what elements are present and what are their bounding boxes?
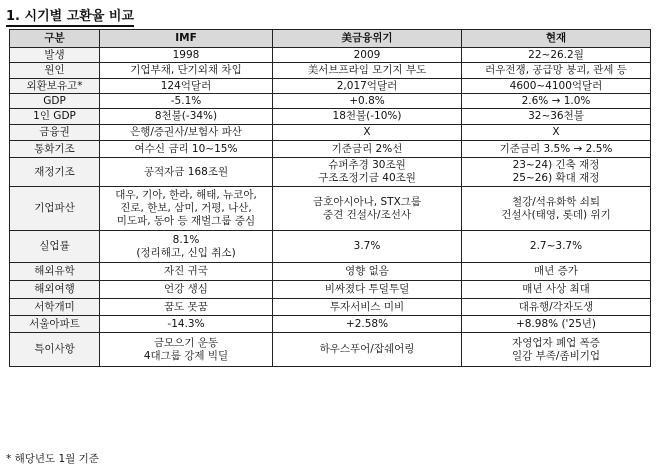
row-label: 재정기조 <box>10 158 100 187</box>
cell-line: 투자서비스 미비 <box>329 300 405 313</box>
table-row <box>10 263 651 281</box>
cell-gfc <box>273 281 462 299</box>
cell-imf <box>100 333 273 367</box>
table-row <box>10 63 651 79</box>
cell-now <box>462 48 651 63</box>
cell-imf <box>100 109 273 125</box>
table-row <box>10 187 651 231</box>
cell-line: 8.1% <box>172 233 200 246</box>
table-row <box>10 231 651 263</box>
cell-imf <box>100 48 273 63</box>
cell-line: 8천불(-34%) <box>154 110 218 122</box>
cell-line: 일감 부족/좀비기업 <box>511 349 601 362</box>
table-row <box>10 48 651 63</box>
cell-line: 언강 생심 <box>164 283 208 295</box>
row-label: 발생 <box>10 48 100 63</box>
cell-line: 18천불(-10%) <box>332 110 402 122</box>
cell-line: 美서브프라임 모기지 부도 <box>307 64 427 76</box>
cell-line: 자진 귀국 <box>164 265 208 277</box>
cell-gfc <box>273 333 462 367</box>
cell-gfc <box>273 79 462 94</box>
cell-imf <box>100 63 273 79</box>
row-label: 금융권 <box>10 125 100 141</box>
table-row <box>10 333 651 367</box>
cell-imf <box>100 125 273 141</box>
cell-line: 2,017억달러 <box>336 79 398 92</box>
cell-line: +8.98% ('25년) <box>515 317 597 330</box>
row-label: 1인 GDP <box>10 109 100 125</box>
cell-imf <box>100 231 273 263</box>
cell-line: 기준금리 3.5% → 2.5% <box>499 142 613 155</box>
cell-line: -14.3% <box>167 317 205 330</box>
cell-now <box>462 263 651 281</box>
cell-line: 2.6% → 1.0% <box>521 94 591 107</box>
cell-now <box>462 141 651 158</box>
cell-now <box>462 316 651 333</box>
row-label: 특이사항 <box>10 333 100 367</box>
cell-line: 1998 <box>172 48 200 61</box>
table-row <box>10 109 651 125</box>
cell-line: +0.8% <box>349 94 385 107</box>
table-row <box>10 158 651 187</box>
row-label: 실업률 <box>10 231 100 263</box>
cell-now <box>462 231 651 263</box>
cell-imf <box>100 299 273 316</box>
cell-imf <box>100 281 273 299</box>
header-category: 구분 <box>10 30 100 48</box>
cell-line: 건설사(태영, 롯데) 위기 <box>501 208 611 221</box>
cell-now <box>462 158 651 187</box>
cell-now <box>462 333 651 367</box>
cell-line: 대우, 기아, 한라, 해태, 뉴코아, <box>115 189 257 201</box>
cell-line: 러우전쟁, 공급망 붕괴, 관세 등 <box>485 64 627 76</box>
cell-line: 124억달러 <box>160 79 212 92</box>
cell-now <box>462 94 651 109</box>
cell-gfc <box>273 94 462 109</box>
cell-line: 32~36천불 <box>528 110 584 122</box>
cell-line: +2.58% <box>345 317 389 330</box>
cell-line: 대유행/각자도생 <box>518 300 594 313</box>
cell-imf <box>100 263 273 281</box>
cell-line: 기업부채, 단기외채 차입 <box>130 64 242 76</box>
cell-line: 영향 없음 <box>345 265 389 277</box>
row-label: 해외유학 <box>10 263 100 281</box>
cell-gfc <box>273 316 462 333</box>
cell-line: 4600~4100억달러 <box>509 79 603 92</box>
cell-gfc <box>273 63 462 79</box>
row-label: 서학개미 <box>10 299 100 316</box>
cell-line: 22~26.2월 <box>528 48 584 61</box>
cell-imf <box>100 187 273 231</box>
row-label: 해외여행 <box>10 281 100 299</box>
header-current: 현재 <box>462 30 651 48</box>
footnote: * 해당년도 1월 기준 <box>6 453 99 465</box>
cell-line: 은행/증권사/보험사 파산 <box>130 126 242 138</box>
cell-line: 중견 건설사/조선사 <box>322 208 412 221</box>
cell-line: 4대그룹 강제 빅딜 <box>143 349 229 362</box>
header-imf: IMF <box>100 30 273 48</box>
cell-line: 미도파, 동아 등 재벌그룹 중심 <box>116 215 256 227</box>
cell-line: 기준금리 2%선 <box>331 142 403 155</box>
cell-imf <box>100 79 273 94</box>
cell-line: 금모으기 운동 <box>153 336 219 349</box>
cell-imf <box>100 94 273 109</box>
cell-imf <box>100 316 273 333</box>
page-title: 1. 시기별 고환율 비교 <box>6 5 134 24</box>
table-row <box>10 125 651 141</box>
cell-line: -5.1% <box>170 94 202 107</box>
cell-line: 꿈도 못꿈 <box>164 300 208 313</box>
cell-line: 2.7~3.7% <box>529 240 583 252</box>
row-label: 원인 <box>10 63 100 79</box>
cell-line: 매년 사상 최대 <box>522 283 590 295</box>
cell-line: X <box>552 126 560 138</box>
cell-gfc <box>273 141 462 158</box>
table-row <box>10 79 651 94</box>
cell-line: 2009 <box>353 48 381 61</box>
row-label: 통화기조 <box>10 141 100 158</box>
cell-gfc <box>273 158 462 187</box>
header-financial-crisis: 美금융위기 <box>273 30 462 48</box>
cell-line: 구조조정기금 40조원 <box>318 172 416 184</box>
cell-now <box>462 125 651 141</box>
cell-line: 진로, 한보, 삼미, 거평, 나산, <box>120 202 252 214</box>
cell-gfc <box>273 263 462 281</box>
cell-line: X <box>363 126 371 138</box>
cell-now <box>462 63 651 79</box>
cell-imf <box>100 141 273 158</box>
cell-gfc <box>273 125 462 141</box>
cell-now <box>462 79 651 94</box>
cell-line: 금호아시아나, STX그룹 <box>312 195 422 208</box>
cell-gfc <box>273 48 462 63</box>
cell-line: 철강/석유화학 쇠퇴 <box>511 195 601 208</box>
cell-line: 공적자금 168조원 <box>143 165 229 178</box>
row-label: GDP <box>10 94 100 109</box>
cell-now <box>462 281 651 299</box>
table-row <box>10 141 651 158</box>
table-row <box>10 94 651 109</box>
cell-gfc <box>273 109 462 125</box>
cell-imf <box>100 158 273 187</box>
cell-gfc <box>273 187 462 231</box>
cell-line: (정리해고, 신입 취소) <box>136 246 236 259</box>
table-row <box>10 299 651 316</box>
cell-now <box>462 109 651 125</box>
table-row <box>10 281 651 299</box>
row-label: 서울아파트 <box>10 316 100 333</box>
comparison-table <box>9 29 651 367</box>
table-header-row <box>10 30 651 48</box>
row-label: 기업파산 <box>10 187 100 231</box>
cell-line: 여수신 금리 10~15% <box>134 142 238 155</box>
cell-now <box>462 187 651 231</box>
row-label: 외환보유고* <box>10 79 100 94</box>
cell-line: 25~26) 확대 재정 <box>512 172 600 184</box>
cell-line: 슈퍼추경 30조원 <box>328 159 406 171</box>
cell-line: 비싸졌다 투덜투덜 <box>324 283 410 295</box>
cell-line: 자영업자 폐업 폭증 <box>512 336 600 349</box>
cell-line: 23~24) 긴축 재정 <box>512 159 600 171</box>
cell-line: 하우스푸어/잡쉐어링 <box>319 343 415 355</box>
cell-now <box>462 299 651 316</box>
cell-gfc <box>273 231 462 263</box>
cell-gfc <box>273 299 462 316</box>
table-row <box>10 316 651 333</box>
cell-line: 3.7% <box>353 240 381 252</box>
cell-line: 매년 증가 <box>534 265 578 277</box>
